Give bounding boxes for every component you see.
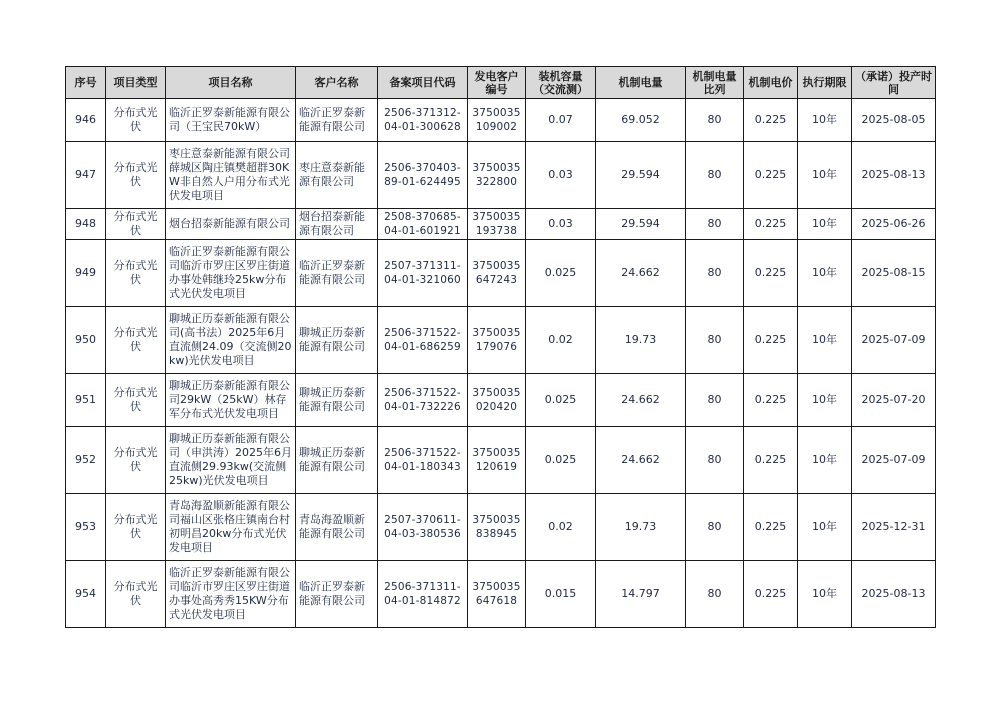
date-cell: 2025-12-31 — [852, 494, 936, 561]
term-cell: 10年 — [798, 240, 852, 307]
date-cell: 2025-08-13 — [852, 142, 936, 209]
project-name-cell: 青岛海盈顺新能源有限公司福山区张格庄镇南台村初明昌20kw分布式光伏发电项目 — [166, 494, 296, 561]
type-cell: 分布式光伏 — [106, 99, 166, 142]
header-energy: 机制电量 — [596, 67, 686, 99]
table-row — [66, 494, 936, 561]
seq-cell: 953 — [66, 494, 106, 561]
table-header — [66, 67, 936, 99]
seq-cell: 949 — [66, 240, 106, 307]
price-cell: 0.225 — [744, 374, 798, 427]
customer-name-cell: 临沂正罗泰新能源有限公司 — [296, 561, 378, 628]
project-name-cell: 枣庄意泰新能源有限公司薛城区陶庄镇樊超群30KW非自然人户用分布式光伏发电项目 — [166, 142, 296, 209]
term-cell: 10年 — [798, 561, 852, 628]
term-cell: 10年 — [798, 99, 852, 142]
capacity-cell: 0.02 — [526, 307, 596, 374]
energy-cell: 19.73 — [596, 494, 686, 561]
customer-name-cell: 临沂正罗泰新能源有限公司 — [296, 99, 378, 142]
type-cell: 分布式光伏 — [106, 142, 166, 209]
type-cell: 分布式光伏 — [106, 307, 166, 374]
price-cell: 0.225 — [744, 307, 798, 374]
header-price: 机制电价 — [744, 67, 798, 99]
customer-no-cell: 3750035322800 — [468, 142, 526, 209]
energy-cell: 24.662 — [596, 374, 686, 427]
header-capacity: 装机容量（交流测） — [526, 67, 596, 99]
ratio-cell: 80 — [686, 561, 744, 628]
filing-code-cell: 2506-370403-89-01-624495 — [378, 142, 468, 209]
ratio-cell: 80 — [686, 494, 744, 561]
project-name-cell: 临沂正罗泰新能源有限公司临沂市罗庄区罗庄街道办事处高秀秀15KW分布式光伏发电项目 — [166, 561, 296, 628]
price-cell: 0.225 — [744, 142, 798, 209]
type-cell: 分布式光伏 — [106, 494, 166, 561]
date-cell: 2025-07-20 — [852, 374, 936, 427]
capacity-cell: 0.025 — [526, 374, 596, 427]
table-row — [66, 307, 936, 374]
customer-no-cell: 3750035109002 — [468, 99, 526, 142]
customer-no-cell: 3750035120619 — [468, 427, 526, 494]
header-customer-name: 客户名称 — [296, 67, 378, 99]
customer-no-cell: 3750035838945 — [468, 494, 526, 561]
table-row — [66, 561, 936, 628]
term-cell: 10年 — [798, 427, 852, 494]
price-cell: 0.225 — [744, 494, 798, 561]
date-cell: 2025-06-26 — [852, 209, 936, 240]
filing-code-cell: 2507-371311-04-01-321060 — [378, 240, 468, 307]
project-name-cell: 临沂正罗泰新能源有限公司（王宝民70kW） — [166, 99, 296, 142]
customer-name-cell: 烟台招泰新能源有限公司 — [296, 209, 378, 240]
header-type: 项目类型 — [106, 67, 166, 99]
energy-cell: 29.594 — [596, 209, 686, 240]
header-seq: 序号 — [66, 67, 106, 99]
table-row — [66, 427, 936, 494]
project-name-cell: 烟台招泰新能源有限公司 — [166, 209, 296, 240]
type-cell: 分布式光伏 — [106, 374, 166, 427]
ratio-cell: 80 — [686, 99, 744, 142]
project-name-cell: 聊城正历泰新能源有限公司29kW（25kW）林存军分布式光伏发电项目 — [166, 374, 296, 427]
price-cell: 0.225 — [744, 427, 798, 494]
price-cell: 0.225 — [744, 209, 798, 240]
ratio-cell: 80 — [686, 374, 744, 427]
date-cell: 2025-07-09 — [852, 427, 936, 494]
capacity-cell: 0.025 — [526, 240, 596, 307]
seq-cell: 952 — [66, 427, 106, 494]
type-cell: 分布式光伏 — [106, 427, 166, 494]
header-customer-no: 发电客户编号 — [468, 67, 526, 99]
seq-cell: 950 — [66, 307, 106, 374]
customer-no-cell: 3750035020420 — [468, 374, 526, 427]
date-cell: 2025-08-05 — [852, 99, 936, 142]
data-table — [65, 66, 936, 628]
ratio-cell: 80 — [686, 142, 744, 209]
seq-cell: 954 — [66, 561, 106, 628]
customer-name-cell: 青岛海盈顺新能源有限公司 — [296, 494, 378, 561]
price-cell: 0.225 — [744, 99, 798, 142]
filing-code-cell: 2506-371522-04-01-732226 — [378, 374, 468, 427]
term-cell: 10年 — [798, 374, 852, 427]
ratio-cell: 80 — [686, 427, 744, 494]
seq-cell: 951 — [66, 374, 106, 427]
term-cell: 10年 — [798, 494, 852, 561]
capacity-cell: 0.03 — [526, 142, 596, 209]
filing-code-cell: 2508-370685-04-01-601921 — [378, 209, 468, 240]
capacity-cell: 0.02 — [526, 494, 596, 561]
project-name-cell: 聊城正历泰新能源有限公司(高书法）2025年6月直流侧24.09（交流侧20kw)光伏发电项目 — [166, 307, 296, 374]
energy-cell: 24.662 — [596, 240, 686, 307]
capacity-cell: 0.015 — [526, 561, 596, 628]
filing-code-cell: 2506-371312-04-01-300628 — [378, 99, 468, 142]
customer-name-cell: 聊城正历泰新能源有限公司 — [296, 374, 378, 427]
energy-cell: 19.73 — [596, 307, 686, 374]
capacity-cell: 0.03 — [526, 209, 596, 240]
table-row — [66, 374, 936, 427]
filing-code-cell: 2507-370611-04-03-380536 — [378, 494, 468, 561]
capacity-cell: 0.025 — [526, 427, 596, 494]
table-row — [66, 240, 936, 307]
type-cell: 分布式光伏 — [106, 561, 166, 628]
customer-no-cell: 3750035647618 — [468, 561, 526, 628]
seq-cell: 946 — [66, 99, 106, 142]
date-cell: 2025-08-15 — [852, 240, 936, 307]
project-name-cell: 聊城正历泰新能源有限公司（申洪涛）2025年6月直流侧29.93kw(交流侧25kw)光伏发电项目 — [166, 427, 296, 494]
header-ratio: 机制电量比列 — [686, 67, 744, 99]
customer-no-cell: 3750035179076 — [468, 307, 526, 374]
customer-name-cell: 聊城正历泰新能源有限公司 — [296, 427, 378, 494]
header-row — [66, 67, 936, 99]
price-cell: 0.225 — [744, 561, 798, 628]
ratio-cell: 80 — [686, 240, 744, 307]
header-filing-code: 备案项目代码 — [378, 67, 468, 99]
term-cell: 10年 — [798, 209, 852, 240]
table-row — [66, 142, 936, 209]
energy-cell: 14.797 — [596, 561, 686, 628]
header-date: （承诺）投产时间 — [852, 67, 936, 99]
term-cell: 10年 — [798, 142, 852, 209]
header-project-name: 项目名称 — [166, 67, 296, 99]
customer-name-cell: 聊城正历泰新能源有限公司 — [296, 307, 378, 374]
energy-cell: 29.594 — [596, 142, 686, 209]
type-cell: 分布式光伏 — [106, 240, 166, 307]
header-term: 执行期限 — [798, 67, 852, 99]
customer-no-cell: 3750035193738 — [468, 209, 526, 240]
ratio-cell: 80 — [686, 209, 744, 240]
seq-cell: 948 — [66, 209, 106, 240]
capacity-cell: 0.07 — [526, 99, 596, 142]
project-name-cell: 临沂正罗泰新能源有限公司临沂市罗庄区罗庄街道办事处韩继玲25kw分布式光伏发电项目 — [166, 240, 296, 307]
table-body — [66, 99, 936, 628]
filing-code-cell: 2506-371522-04-01-180343 — [378, 427, 468, 494]
type-cell: 分布式光伏 — [106, 209, 166, 240]
date-cell: 2025-08-13 — [852, 561, 936, 628]
date-cell: 2025-07-09 — [852, 307, 936, 374]
filing-code-cell: 2506-371311-04-01-814872 — [378, 561, 468, 628]
customer-no-cell: 3750035647243 — [468, 240, 526, 307]
term-cell: 10年 — [798, 307, 852, 374]
energy-cell: 24.662 — [596, 427, 686, 494]
energy-cell: 69.052 — [596, 99, 686, 142]
customer-name-cell: 枣庄意泰新能源有限公司 — [296, 142, 378, 209]
table-row — [66, 209, 936, 240]
customer-name-cell: 临沂正罗泰新能源有限公司 — [296, 240, 378, 307]
price-cell: 0.225 — [744, 240, 798, 307]
seq-cell: 947 — [66, 142, 106, 209]
table-row — [66, 99, 936, 142]
ratio-cell: 80 — [686, 307, 744, 374]
filing-code-cell: 2506-371522-04-01-686259 — [378, 307, 468, 374]
